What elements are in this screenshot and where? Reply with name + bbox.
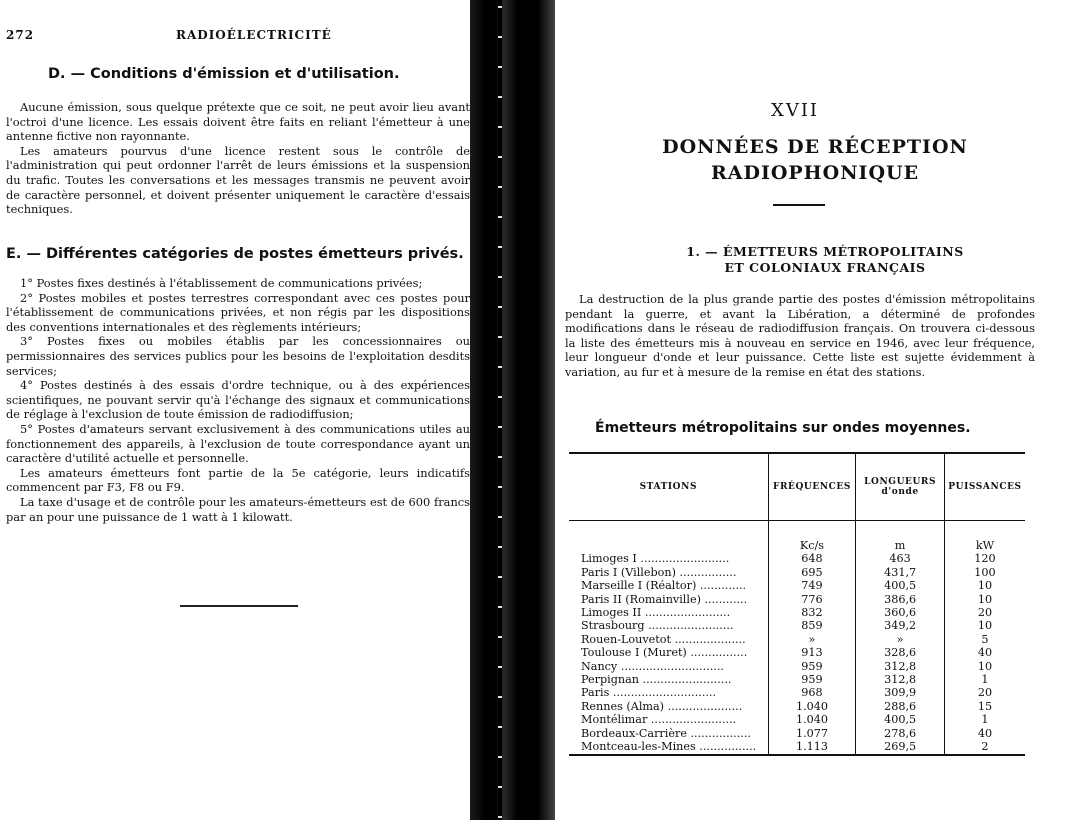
power-cell: 10 bbox=[944, 619, 1025, 632]
wavelength-cell: 309,9 bbox=[856, 686, 945, 699]
wavelength-cell: 269,5 bbox=[856, 740, 945, 754]
table-row bbox=[569, 552, 1025, 565]
paragraph: Les amateurs pourvus d'une licence restent sous le contrôle de l'administration qui peut ordonner l'arrêt de leurs émissions et la suspension du trafic. Toutes les conversations et les messages transmis ne peuvent avoir de caractère personnel, et doivent présenter uniquement le caractère d'essais techniques. bbox=[6, 143, 470, 217]
frequency-cell: 776 bbox=[768, 593, 856, 606]
end-rule bbox=[180, 605, 298, 607]
chapter-number: XVII bbox=[771, 100, 820, 121]
wavelength-cell: 400,5 bbox=[856, 713, 945, 726]
frequency-cell: » bbox=[768, 633, 856, 646]
table-row bbox=[569, 660, 1025, 673]
table-row bbox=[569, 579, 1025, 592]
column-header-wavelengths: LONGUEURS d'onde bbox=[856, 453, 945, 521]
power-cell: 10 bbox=[944, 660, 1025, 673]
book-gutter bbox=[470, 0, 555, 820]
table-row bbox=[569, 619, 1025, 632]
wavelength-cell: 312,8 bbox=[856, 660, 945, 673]
frequency-cell: 968 bbox=[768, 686, 856, 699]
subsection-title-line: ET COLONIAUX FRANÇAIS bbox=[724, 260, 926, 275]
station-name-cell: Toulouse I (Muret) ................ bbox=[581, 646, 748, 660]
station-name-cell: Montélimar ........................ bbox=[581, 713, 737, 727]
running-head bbox=[6, 28, 466, 44]
wavelength-cell: » bbox=[856, 633, 945, 646]
station-name-cell: Montceau-les-Mines ................ bbox=[581, 740, 757, 754]
frequency-cell: 648 bbox=[768, 552, 856, 565]
unit-cell: m bbox=[856, 521, 945, 553]
intro-paragraph bbox=[565, 292, 1035, 380]
power-cell: 20 bbox=[944, 606, 1025, 619]
power-cell: 120 bbox=[944, 552, 1025, 565]
power-cell: 10 bbox=[944, 579, 1025, 592]
wavelength-cell: 328,6 bbox=[856, 646, 945, 659]
table-title: Émetteurs métropolitains sur ondes moyennes. bbox=[595, 420, 971, 436]
power-cell: 1 bbox=[944, 673, 1025, 686]
paragraph: La taxe d'usage et de contrôle pour les amateurs-émetteurs est de 600 francs par an pour une puissance de 1 watt à 1 kilowatt. bbox=[6, 494, 470, 524]
table-row bbox=[569, 740, 1025, 754]
station-name-cell: Rennes (Alma) ..................... bbox=[581, 699, 743, 713]
station-name-cell: Paris II (Romainville) ............ bbox=[581, 592, 748, 606]
frequency-cell: 1.040 bbox=[768, 700, 856, 713]
station-name-cell: Strasbourg ........................ bbox=[581, 619, 734, 633]
unit-cell: Kc/s bbox=[768, 521, 856, 553]
frequency-cell: 859 bbox=[768, 619, 856, 632]
section-d-body bbox=[6, 100, 470, 217]
frequency-cell: 1.077 bbox=[768, 727, 856, 740]
chapter-title-line: RADIOPHONIQUE bbox=[710, 162, 920, 184]
paragraph: Aucune émission, sous quelque prétexte que ce soit, ne peut avoir lieu avant l'octroi d'une licence. Les essais doivent être faits en reliant l'émetteur à une antenne fictive non rayonnante. bbox=[6, 100, 470, 144]
table-row bbox=[569, 713, 1025, 726]
power-cell: 20 bbox=[944, 686, 1025, 699]
station-name-cell: Paris ............................. bbox=[581, 686, 717, 700]
frequency-cell: 832 bbox=[768, 606, 856, 619]
column-header-powers: PUISSANCES bbox=[944, 453, 1025, 521]
table-row bbox=[569, 727, 1025, 740]
section-d-title: D. — Conditions d'émission et d'utilisation. bbox=[48, 66, 400, 82]
wavelength-cell: 463 bbox=[856, 552, 945, 565]
power-cell: 15 bbox=[944, 700, 1025, 713]
wavelength-cell: 312,8 bbox=[856, 673, 945, 686]
section-e-body bbox=[6, 276, 470, 524]
frequency-cell: 1.040 bbox=[768, 713, 856, 726]
table-row bbox=[569, 593, 1025, 606]
chapter-rule bbox=[773, 204, 825, 206]
station-name-cell: Marseille I (Réaltor) ............. bbox=[581, 579, 747, 593]
stations-table bbox=[569, 452, 1025, 756]
station-name-cell: Limoges II ........................ bbox=[581, 606, 731, 620]
power-cell: 2 bbox=[944, 740, 1025, 754]
page-number: 272 bbox=[6, 28, 35, 42]
chapter-title-line: DONNÉES DE RÉCEPTION bbox=[662, 136, 968, 158]
power-cell: 40 bbox=[944, 646, 1025, 659]
paragraph: La destruction de la plus grande partie des postes d'émission métropolitains pendant la guerre, et avant la Libération, a déterminé de profondes modifications dans le réseau de radiodiffusion français. On trouvera ci-dessous la liste des émetteurs mis à nouveau en service en 1946, avec leur fréquence, leur longueur d'onde et leur puissance. Cette liste est sujette évidemment à variation, au fur et à mesure de la remise en état des stations. bbox=[565, 292, 1035, 379]
unit-cell: kW bbox=[944, 521, 1025, 553]
power-cell: 5 bbox=[944, 633, 1025, 646]
wavelength-cell: 360,6 bbox=[856, 606, 945, 619]
station-name-cell: Paris I (Villebon) ................ bbox=[581, 565, 737, 579]
paragraph: 1° Postes fixes destinés à l'établissement de communications privées; bbox=[20, 276, 423, 290]
table-row bbox=[569, 646, 1025, 659]
paragraph: 2° Postes mobiles et postes terrestres correspondant avec ces postes pour l'établissement de communications privées, et non régis par les dispositions des conventions internationales et des règlements intérieurs; bbox=[6, 290, 470, 334]
frequency-cell: 749 bbox=[768, 579, 856, 592]
subsection-title bbox=[645, 244, 1005, 276]
frequency-cell: 695 bbox=[768, 566, 856, 579]
power-cell: 10 bbox=[944, 593, 1025, 606]
subsection-title-line: 1. — ÉMETTEURS MÉTROPOLITAINS bbox=[686, 244, 964, 259]
unit-cell bbox=[569, 521, 768, 553]
table-row bbox=[569, 606, 1025, 619]
wavelength-cell: 431,7 bbox=[856, 566, 945, 579]
wavelength-cell: 386,6 bbox=[856, 593, 945, 606]
wavelength-cell: 349,2 bbox=[856, 619, 945, 632]
table-header-row bbox=[569, 453, 1025, 521]
table-body bbox=[569, 521, 1025, 755]
wavelength-cell: 288,6 bbox=[856, 700, 945, 713]
column-header-frequencies: FRÉQUENCES bbox=[768, 453, 856, 521]
station-name-cell: Bordeaux-Carrière ................. bbox=[581, 726, 751, 740]
table-row bbox=[569, 700, 1025, 713]
station-name-cell: Perpignan ......................... bbox=[581, 673, 732, 687]
wavelength-cell: 400,5 bbox=[856, 579, 945, 592]
station-name-cell: Limoges I ......................... bbox=[581, 552, 730, 566]
station-name-cell: Rouen-Louvetot .................... bbox=[581, 632, 746, 646]
table-row bbox=[569, 633, 1025, 646]
paragraph: 5° Postes d'amateurs servant exclusivement à des communications utiles au fonctionnement des appareils, à l'exclusion de toute correspondance ayant un caractère d'utilité actuelle et personnelle. bbox=[6, 421, 470, 466]
frequency-cell: 913 bbox=[768, 646, 856, 659]
power-cell: 100 bbox=[944, 566, 1025, 579]
section-e-title: E. — Différentes catégories de postes émetteurs privés. bbox=[6, 246, 464, 262]
paragraph: Les amateurs émetteurs font partie de la 5e catégorie, leurs indicatifs commencent par F3, F8 ou F9. bbox=[6, 465, 470, 495]
frequency-cell: 1.113 bbox=[768, 740, 856, 754]
chapter-title bbox=[615, 134, 1015, 186]
right-page bbox=[555, 0, 1077, 820]
table-row bbox=[569, 566, 1025, 579]
power-cell: 1 bbox=[944, 713, 1025, 726]
column-header-stations: STATIONS bbox=[569, 453, 768, 521]
power-cell: 40 bbox=[944, 727, 1025, 740]
units-row bbox=[569, 521, 1025, 553]
left-page bbox=[0, 0, 470, 820]
paragraph: 4° Postes destinés à des essais d'ordre technique, ou à des expériences scientifiques, ne pouvant servir qu'à l'échange des signaux et communications de réglage à l'exclusion de toute émission de radiodiffusion; bbox=[6, 378, 470, 422]
wavelength-cell: 278,6 bbox=[856, 727, 945, 740]
paragraph: 3° Postes fixes ou mobiles établis par les concessionnaires ou permissionnaires des services publics pour les besoins de l'exploitation desdits services; bbox=[6, 334, 470, 378]
table-row bbox=[569, 686, 1025, 699]
station-name-cell: Nancy ............................. bbox=[581, 659, 724, 673]
frequency-cell: 959 bbox=[768, 660, 856, 673]
running-title: RADIOÉLECTRICITÉ bbox=[176, 28, 332, 42]
table-row bbox=[569, 673, 1025, 686]
frequency-cell: 959 bbox=[768, 673, 856, 686]
